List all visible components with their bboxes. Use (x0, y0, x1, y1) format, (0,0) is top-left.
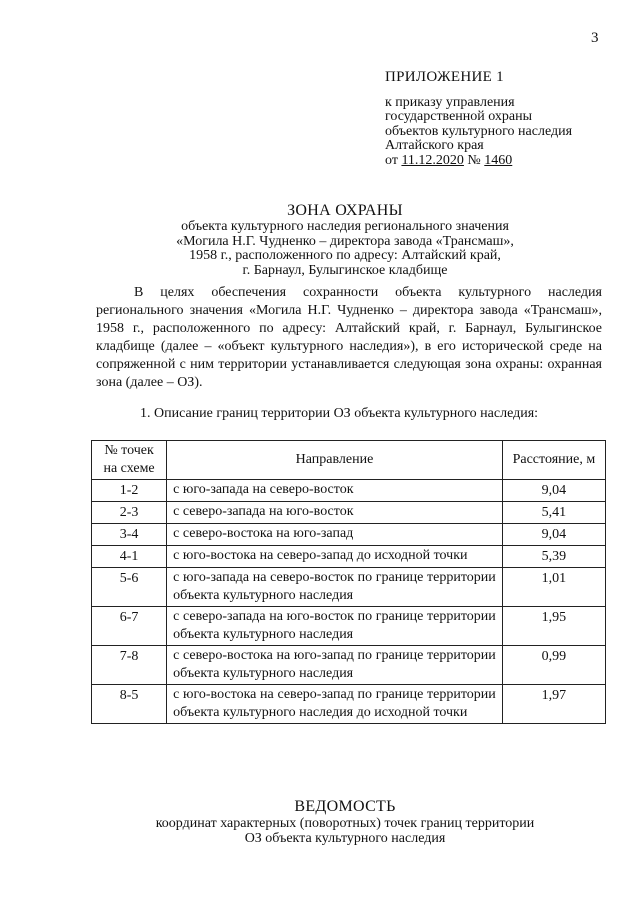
direction-cell: с юго-востока на северо-запад по границе территории объекта культурного наследия до исходной точки (167, 685, 503, 724)
distance-cell: 9,04 (502, 480, 605, 502)
table-row (92, 607, 606, 646)
direction-cell: с северо-запада на юго-восток (167, 502, 503, 524)
direction-cell: с юго-востока на северо-запад до исходной точки (167, 546, 503, 568)
points-cell: 6-7 (92, 607, 167, 646)
table-header-row (92, 441, 606, 480)
distance-cell: 5,39 (502, 546, 605, 568)
direction-cell: с северо-востока на юго-запад по границе территории объекта культурного наследия (167, 646, 503, 685)
table-row (92, 524, 606, 546)
header-points: № точек на схеме (92, 441, 167, 480)
direction-cell: с северо-запада на юго-восток по границе территории объекта культурного наследия (167, 607, 503, 646)
points-cell: 1-2 (92, 480, 167, 502)
direction-cell: с юго-запада на северо-восток (167, 480, 503, 502)
zone-subtitle-line: объекта культурного наследия регионального значения (181, 219, 509, 234)
table-row (92, 646, 606, 685)
section-heading: 1. Описание границ территории ОЗ объекта культурного наследия: (140, 406, 539, 421)
distance-cell: 1,95 (502, 607, 605, 646)
appendix-line: к приказу управления (385, 94, 515, 110)
points-cell: 8-5 (92, 685, 167, 724)
date-prefix: от (385, 152, 402, 168)
number-sign: № (463, 152, 485, 168)
points-cell: 3-4 (92, 524, 167, 546)
direction-cell: с юго-запада на северо-восток по границе территории объекта культурного наследия (167, 568, 503, 607)
appendix-line: объектов культурного наследия (385, 123, 573, 139)
distance-cell: 1,97 (502, 685, 605, 724)
vedomost-block (0, 798, 640, 846)
header-distance: Расстояние, м (502, 441, 605, 480)
vedomost-subtitle-line: координат характерных (поворотных) точек границ территории (155, 816, 535, 831)
appendix-date-line (385, 154, 625, 169)
zone-subtitle-line: г. Барнаул, Булыгинское кладбище (242, 262, 448, 278)
zone-subtitle-line: «Могила Н.Г. Чудненко – директора завода «Трансмаш», (176, 233, 514, 249)
points-cell: 7-8 (92, 646, 167, 685)
table-row (92, 685, 606, 724)
appendix-line: Алтайского края (385, 138, 484, 153)
appendix-title: ПРИЛОЖЕНИЕ 1 (385, 69, 504, 85)
table-row (92, 502, 606, 524)
distance-cell: 9,04 (502, 524, 605, 546)
vedomost-subtitle-line: ОЗ объекта культурного наследия (244, 831, 446, 846)
direction-cell: с северо-востока на юго-запад (167, 524, 503, 546)
zone-title: ЗОНА ОХРАНЫ (287, 202, 403, 219)
table-row (92, 546, 606, 568)
zone-subtitle-line: 1958 г., расположенного по адресу: Алтайский край, (189, 248, 501, 263)
zone-title-block (0, 202, 640, 278)
header-direction: Направление (167, 441, 503, 480)
table-row (92, 568, 606, 607)
order-number: 1460 (484, 152, 513, 168)
table-row (92, 480, 606, 502)
boundary-table (91, 440, 606, 724)
page-number: 3 (591, 30, 599, 46)
points-cell: 2-3 (92, 502, 167, 524)
appendix-block (385, 70, 625, 168)
intro-paragraph: В целях обеспечения сохранности объекта культурного наследия регионального значения «Могила Н.Г. Чудненко – директора завода «Трансмаш», 1958 г., расположенного по адресу: Алтайский край, г. Барнаул, Булыгинское кладбище (далее – «объект культурного наследия»), в его исторической среде на сопряженной с ним территории устанавливается следующая зона охраны: охранная зона (далее – ОЗ). (96, 285, 602, 390)
points-cell: 4-1 (92, 546, 167, 568)
order-date: 11.12.2020 (401, 152, 464, 168)
distance-cell: 5,41 (502, 502, 605, 524)
points-cell: 5-6 (92, 568, 167, 607)
appendix-line: государственной охраны (385, 109, 533, 124)
distance-cell: 1,01 (502, 568, 605, 607)
distance-cell: 0,99 (502, 646, 605, 685)
vedomost-title: ВЕДОМОСТЬ (294, 798, 396, 815)
